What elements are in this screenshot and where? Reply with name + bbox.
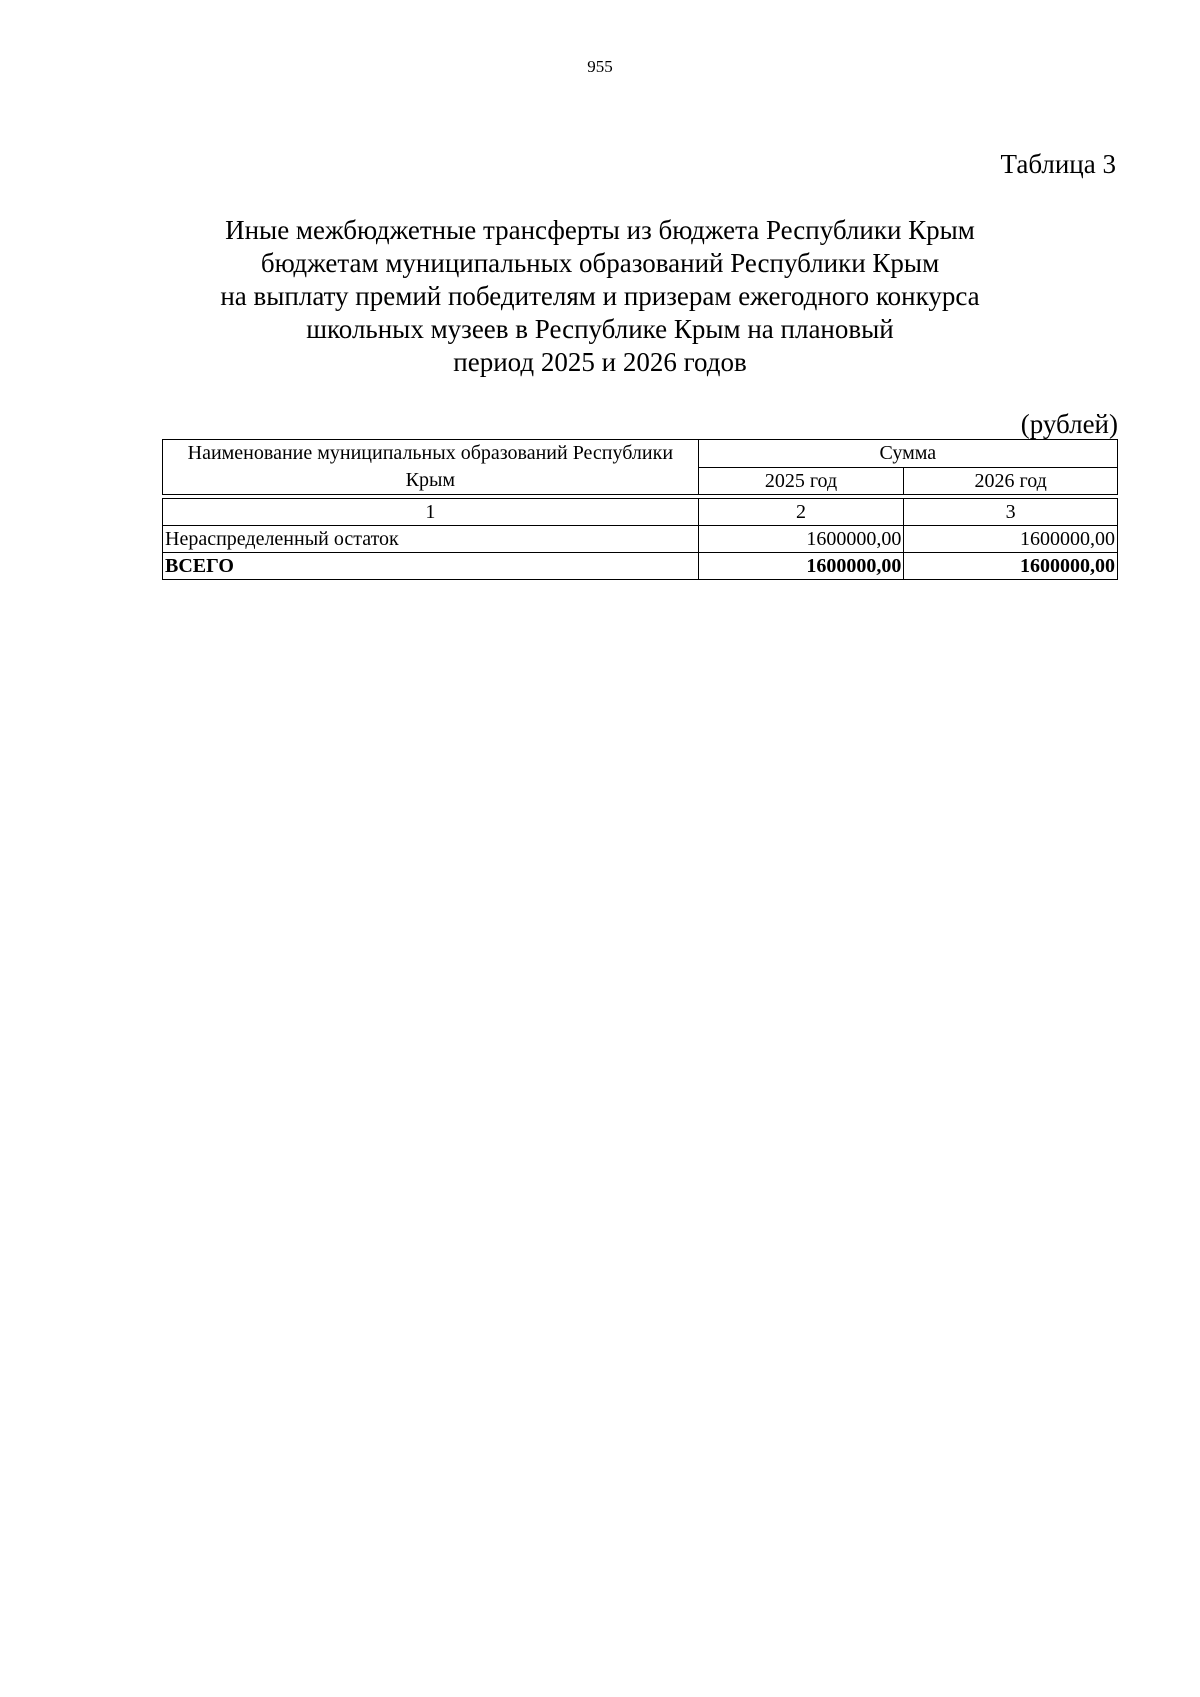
title-line-3: на выплату премий победителям и призерам ежегодного конкурса [220,281,980,311]
row-amount-2025: 1600000,00 [698,526,904,553]
header-year-2025: 2025 год [698,467,904,495]
transfers-table [162,439,1118,580]
total-row [163,553,1118,580]
column-number-row [163,499,1118,526]
header-year-2026: 2026 год [904,467,1118,495]
table-row [163,526,1118,553]
column-number-3: 3 [904,499,1118,526]
title-line-2: бюджетам муниципальных образований Республики Крым [260,248,940,278]
column-number-2: 2 [698,499,904,526]
header-sum: Сумма [698,440,1117,468]
total-amount-2025: 1600000,00 [698,553,904,580]
unit-label: (рублей) [1020,409,1118,439]
title-line-5: период 2025 и 2026 годов [453,347,747,377]
table-label: Таблица 3 [1000,149,1116,179]
total-amount-2026: 1600000,00 [904,553,1118,580]
row-amount-2026: 1600000,00 [904,526,1118,553]
header-municipality-name: Наименование муниципальных образований Республики Крым [163,440,699,495]
document-title [0,214,1200,379]
row-name: Нераспределенный остаток [163,526,699,553]
title-line-4: школьных музеев в Республике Крым на плановый [306,314,894,344]
total-label: ВСЕГО [163,553,699,580]
title-line-1: Иные межбюджетные трансферты из бюджета Республики Крым [225,215,975,245]
column-number-1: 1 [163,499,699,526]
header-row-1 [163,440,1118,468]
page-number: 955 [587,57,613,76]
